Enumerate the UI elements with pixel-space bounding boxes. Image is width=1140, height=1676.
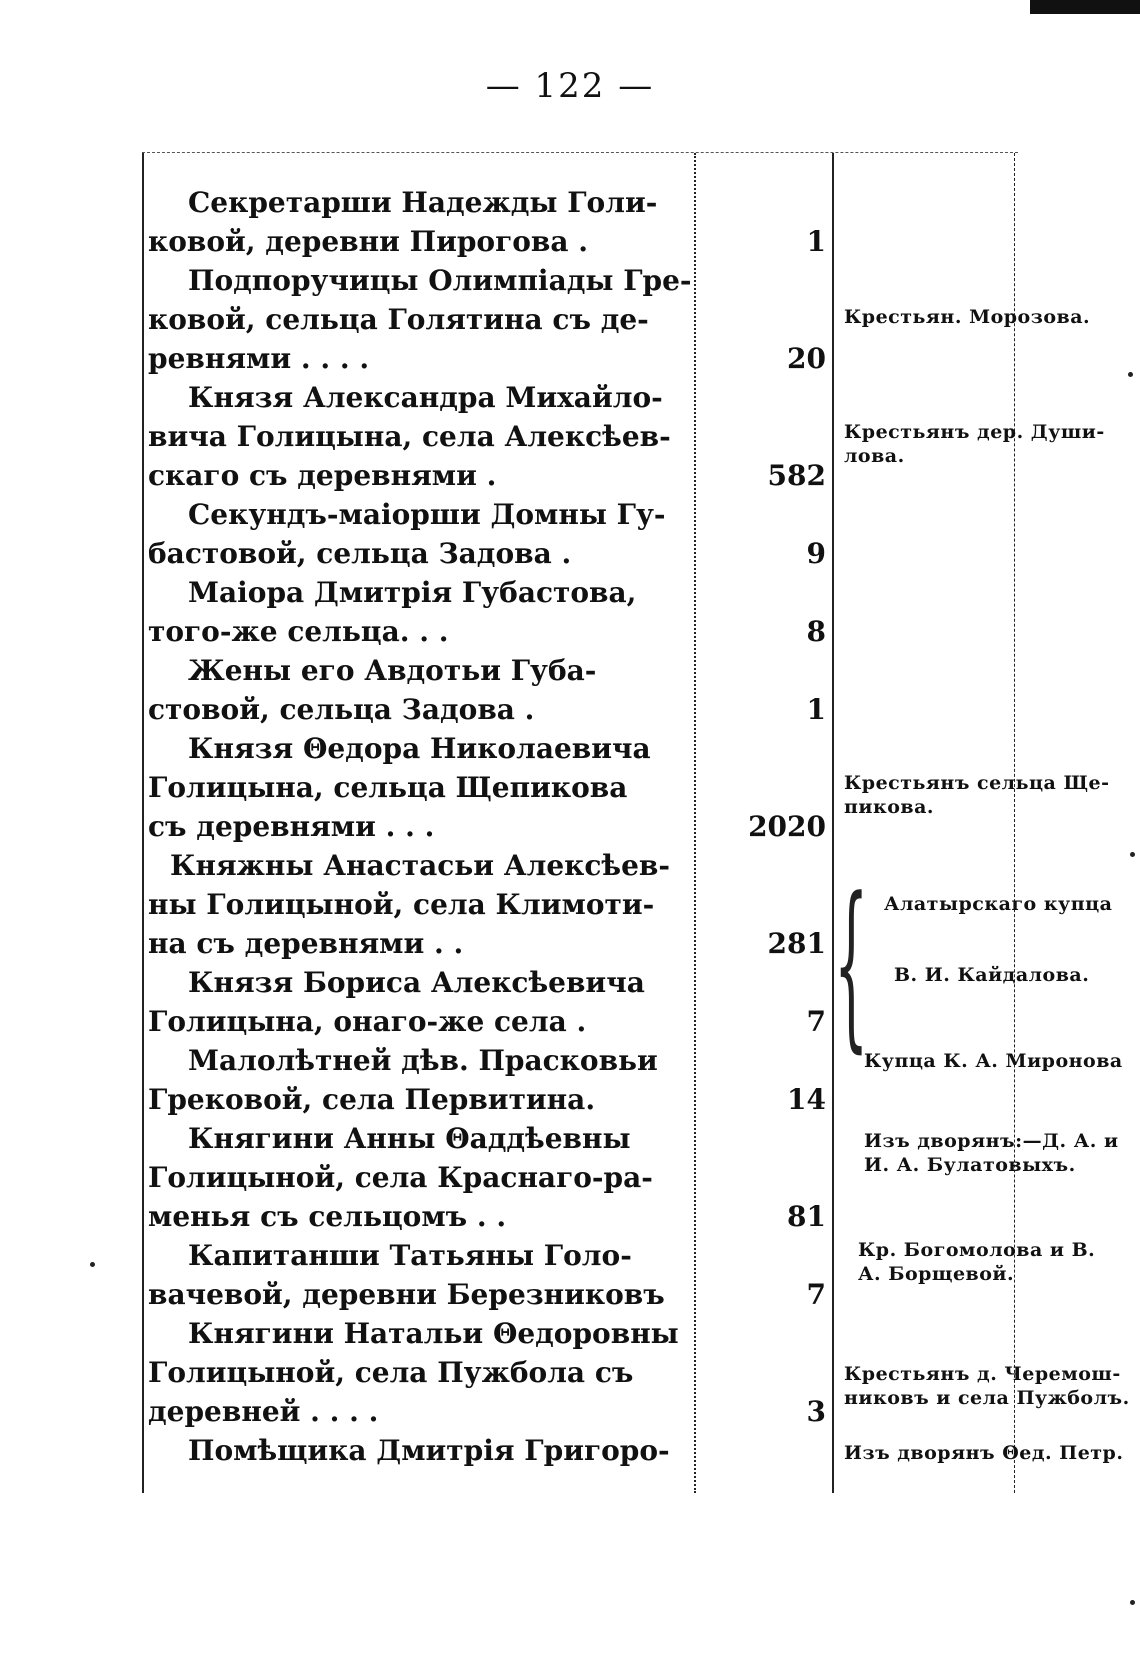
entry-line: ковой, деревни Пирогова .	[148, 225, 589, 258]
soul-count: 81	[787, 1200, 826, 1233]
owner-entry	[148, 651, 692, 729]
owner-entry	[148, 183, 692, 261]
purchaser-note	[864, 1129, 1119, 1177]
entry-line: Жены его Авдотьи Губа-	[188, 654, 597, 687]
note-line: Крестьян. Морозова.	[844, 306, 1091, 328]
scan-speck	[1128, 372, 1133, 377]
note-line: А. Борщевой.	[858, 1263, 1015, 1285]
table-left-rule	[142, 153, 144, 1493]
entry-line: Голицына, онаго-же села .	[148, 1005, 587, 1038]
entry-line: Маіора Дмитрія Губастова,	[188, 576, 637, 609]
owner-entry	[148, 1119, 692, 1236]
entry-line: Князя Θедора Николаевича	[188, 732, 651, 765]
entry-line: скаго съ деревнями .	[148, 459, 497, 492]
note-line: Крестьянъ дер. Души-	[844, 421, 1105, 443]
soul-count: 582	[767, 459, 826, 492]
entry-line: Секретарши Надежды Голи-	[188, 186, 658, 219]
soul-count: 3	[806, 1395, 826, 1428]
purchaser-note	[844, 1441, 1124, 1465]
note-line: Крестьянъ д. Черемош-	[844, 1363, 1121, 1385]
soul-count: 7	[806, 1005, 826, 1038]
purchaser-note	[894, 963, 1090, 987]
purchaser-note	[844, 1362, 1130, 1410]
note-line: В. И. Кайдалова.	[894, 964, 1090, 986]
entry-line: Княгини Натальи Θедоровны	[188, 1317, 679, 1350]
entry-line: Княжны Анастасьи Алексѣев-	[170, 849, 670, 882]
entry-line: на съ деревнями . .	[148, 927, 464, 960]
entry-line: стовой, сельца Задова .	[148, 693, 535, 726]
table-text-rule	[694, 153, 696, 1493]
soul-count: 9	[806, 537, 826, 570]
purchaser-note	[844, 420, 1105, 468]
owner-entry	[148, 378, 692, 495]
scan-speck	[90, 1262, 95, 1267]
scan-speck	[1130, 1600, 1135, 1605]
entry-line: Помѣщика Дмитрія Григоро-	[188, 1434, 670, 1467]
entry-line: Княгини Анны Θаддѣевны	[188, 1122, 631, 1155]
note-line: Кр. Богомолова и В.	[858, 1239, 1096, 1261]
purchaser-note	[858, 1238, 1096, 1286]
entry-line: Грековой, села Первитина.	[148, 1083, 596, 1116]
entry-line: Князя Бориса Алексѣевича	[188, 966, 645, 999]
entry-line: съ деревнями . . .	[148, 810, 435, 843]
entry-line: того-же сельца. . .	[148, 615, 449, 648]
entry-line: Секундъ-маіорши Домны Гу-	[188, 498, 666, 531]
soul-count: 8	[806, 615, 826, 648]
note-line: Изъ дворянъ Θед. Петр.	[844, 1442, 1124, 1464]
owner-entry	[148, 1431, 692, 1470]
note-line: Алатырскаго купца	[884, 893, 1113, 915]
purchaser-note	[844, 305, 1091, 329]
note-line: лова.	[844, 445, 905, 467]
owner-entry	[148, 1236, 692, 1314]
owner-entry	[148, 729, 692, 846]
entry-line: вича Голицына, села Алексѣев-	[148, 420, 671, 453]
note-line: Крестьянъ сельца Ще-	[844, 772, 1110, 794]
soul-count: 1	[806, 225, 826, 258]
note-line: никовъ и села Пужболъ.	[844, 1387, 1130, 1409]
entry-line: бастовой, сельца Задова .	[148, 537, 572, 570]
scan-speck	[1130, 852, 1135, 857]
entry-line: ковой, сельца Голятина съ де-	[148, 303, 649, 336]
note-line: Купца К. А. Миронова	[864, 1050, 1123, 1072]
purchaser-note	[884, 892, 1113, 916]
register-table	[142, 152, 1130, 1493]
soul-count: 14	[787, 1083, 826, 1116]
soul-count: 2020	[748, 810, 826, 843]
scan-edge-mark	[1030, 0, 1140, 14]
soul-count: 281	[767, 927, 826, 960]
entry-line: ны Голицыной, села Климоти-	[148, 888, 655, 921]
soul-count: 7	[806, 1278, 826, 1311]
note-line: И. А. Булатовыхъ.	[864, 1154, 1076, 1176]
owner-entry	[148, 495, 692, 573]
purchaser-note	[844, 771, 1110, 819]
entry-line: ревнями . . . .	[148, 342, 370, 375]
purchaser-note	[864, 1049, 1123, 1073]
owner-entry	[148, 846, 692, 963]
entry-line: вачевой, деревни Березниковъ	[148, 1278, 665, 1311]
soul-count: 20	[787, 342, 826, 375]
entry-line: Голицыной, села Пужбола съ	[148, 1356, 634, 1389]
table-number-rule	[832, 153, 834, 1493]
entry-line: менья съ сельцомъ . .	[148, 1200, 507, 1233]
owner-entry	[148, 963, 692, 1041]
owner-entry	[148, 1041, 692, 1119]
owner-entry	[148, 261, 692, 378]
entry-line: Подпоручицы Олимпіады Гре-	[188, 264, 692, 297]
table-right-rule	[1014, 153, 1015, 1493]
brace-icon: {	[834, 860, 869, 1069]
owner-entry	[148, 1314, 692, 1431]
owner-entry	[148, 573, 692, 651]
entry-line: Капитанши Татьяны Голо-	[188, 1239, 632, 1272]
note-line: Изъ дворянъ:—Д. А. и	[864, 1130, 1119, 1152]
entry-line: Голицына, сельца Щепикова	[148, 771, 628, 804]
entry-line: Голицыной, села Краснаго-ра-	[148, 1161, 653, 1194]
note-line: пикова.	[844, 796, 935, 818]
entry-line: Малолѣтней дѣв. Прасковьи	[188, 1044, 658, 1077]
soul-count: 1	[806, 693, 826, 726]
entry-line: деревней . . . .	[148, 1395, 379, 1428]
page-number: — 122 —	[485, 66, 655, 106]
entry-line: Князя Александра Михайло-	[188, 381, 663, 414]
